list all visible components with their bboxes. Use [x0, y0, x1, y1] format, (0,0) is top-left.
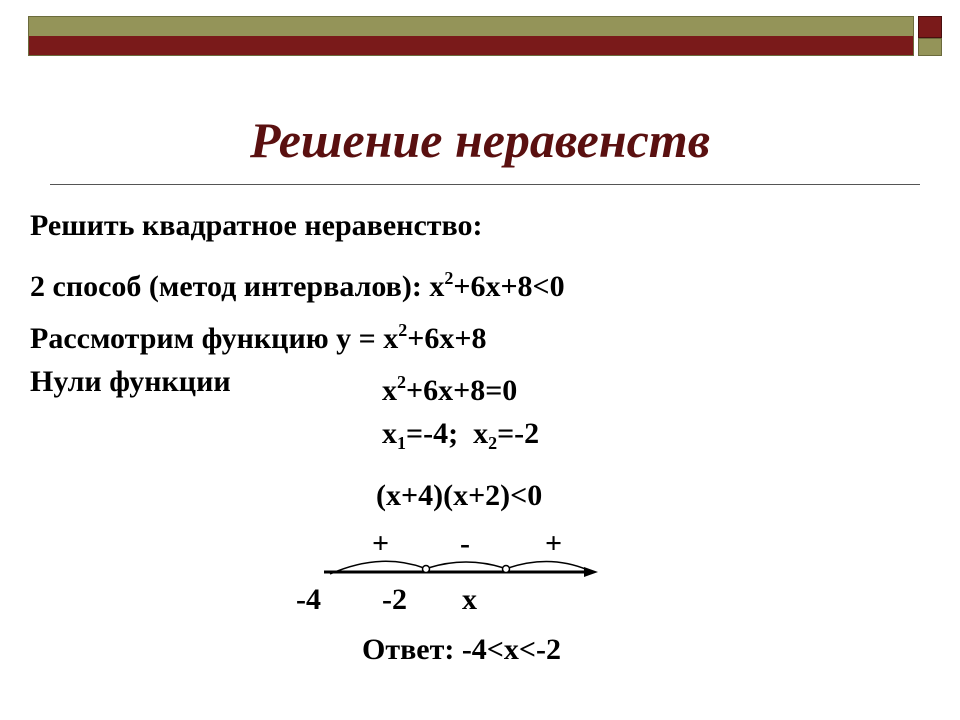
sign-right: +	[545, 527, 563, 560]
square-exponent: 2	[397, 372, 406, 392]
number-line	[300, 548, 610, 588]
top-decor-bar	[28, 16, 914, 56]
answer: Ответ: -4<х<-2	[362, 633, 561, 666]
label-minus-two: -2	[382, 583, 407, 616]
title-rule	[50, 184, 920, 185]
zeros-expr: +6х+8=0	[406, 374, 518, 407]
function-expr: +6х+8	[407, 322, 487, 355]
root1-x: х	[382, 417, 397, 450]
point-minus-two	[503, 566, 510, 573]
label-minus-four: -4	[296, 583, 321, 616]
top-decor-bar-dark	[29, 36, 913, 55]
root1-value: =-4;	[406, 417, 459, 450]
point-minus-four	[423, 566, 430, 573]
corner-decor-light	[918, 38, 942, 56]
line-factored: (х+4)(х+2)<0	[376, 479, 543, 512]
method-expr: +6х+8<0	[453, 270, 565, 303]
sign-left: +	[372, 527, 390, 560]
method-text: 2 способ (метод интервалов): х	[30, 270, 445, 303]
label-x: х	[462, 583, 477, 616]
sign-middle: -	[460, 527, 470, 560]
corner-decor-dark	[918, 16, 942, 38]
interval-arc-middle	[428, 562, 504, 568]
square-exponent: 2	[444, 268, 454, 288]
line-zeros-equation	[382, 364, 517, 409]
interval-arc-right	[508, 561, 588, 570]
zeros-x: х	[382, 374, 397, 407]
function-text: Рассмотрим функцию у = х	[30, 322, 399, 355]
root2-value: =-2	[497, 417, 540, 450]
root1-index: 1	[397, 433, 406, 453]
root2-index: 2	[488, 433, 498, 453]
line-method	[30, 260, 565, 305]
line-roots	[382, 416, 539, 461]
square-exponent: 2	[398, 320, 408, 340]
slide-title: Решение неравенств	[249, 112, 711, 168]
line-function	[30, 312, 486, 357]
root2-x: х	[473, 417, 489, 450]
line-task: Решить квадратное неравенство:	[30, 209, 483, 242]
line-zeros-label: Нули функции	[30, 365, 231, 398]
